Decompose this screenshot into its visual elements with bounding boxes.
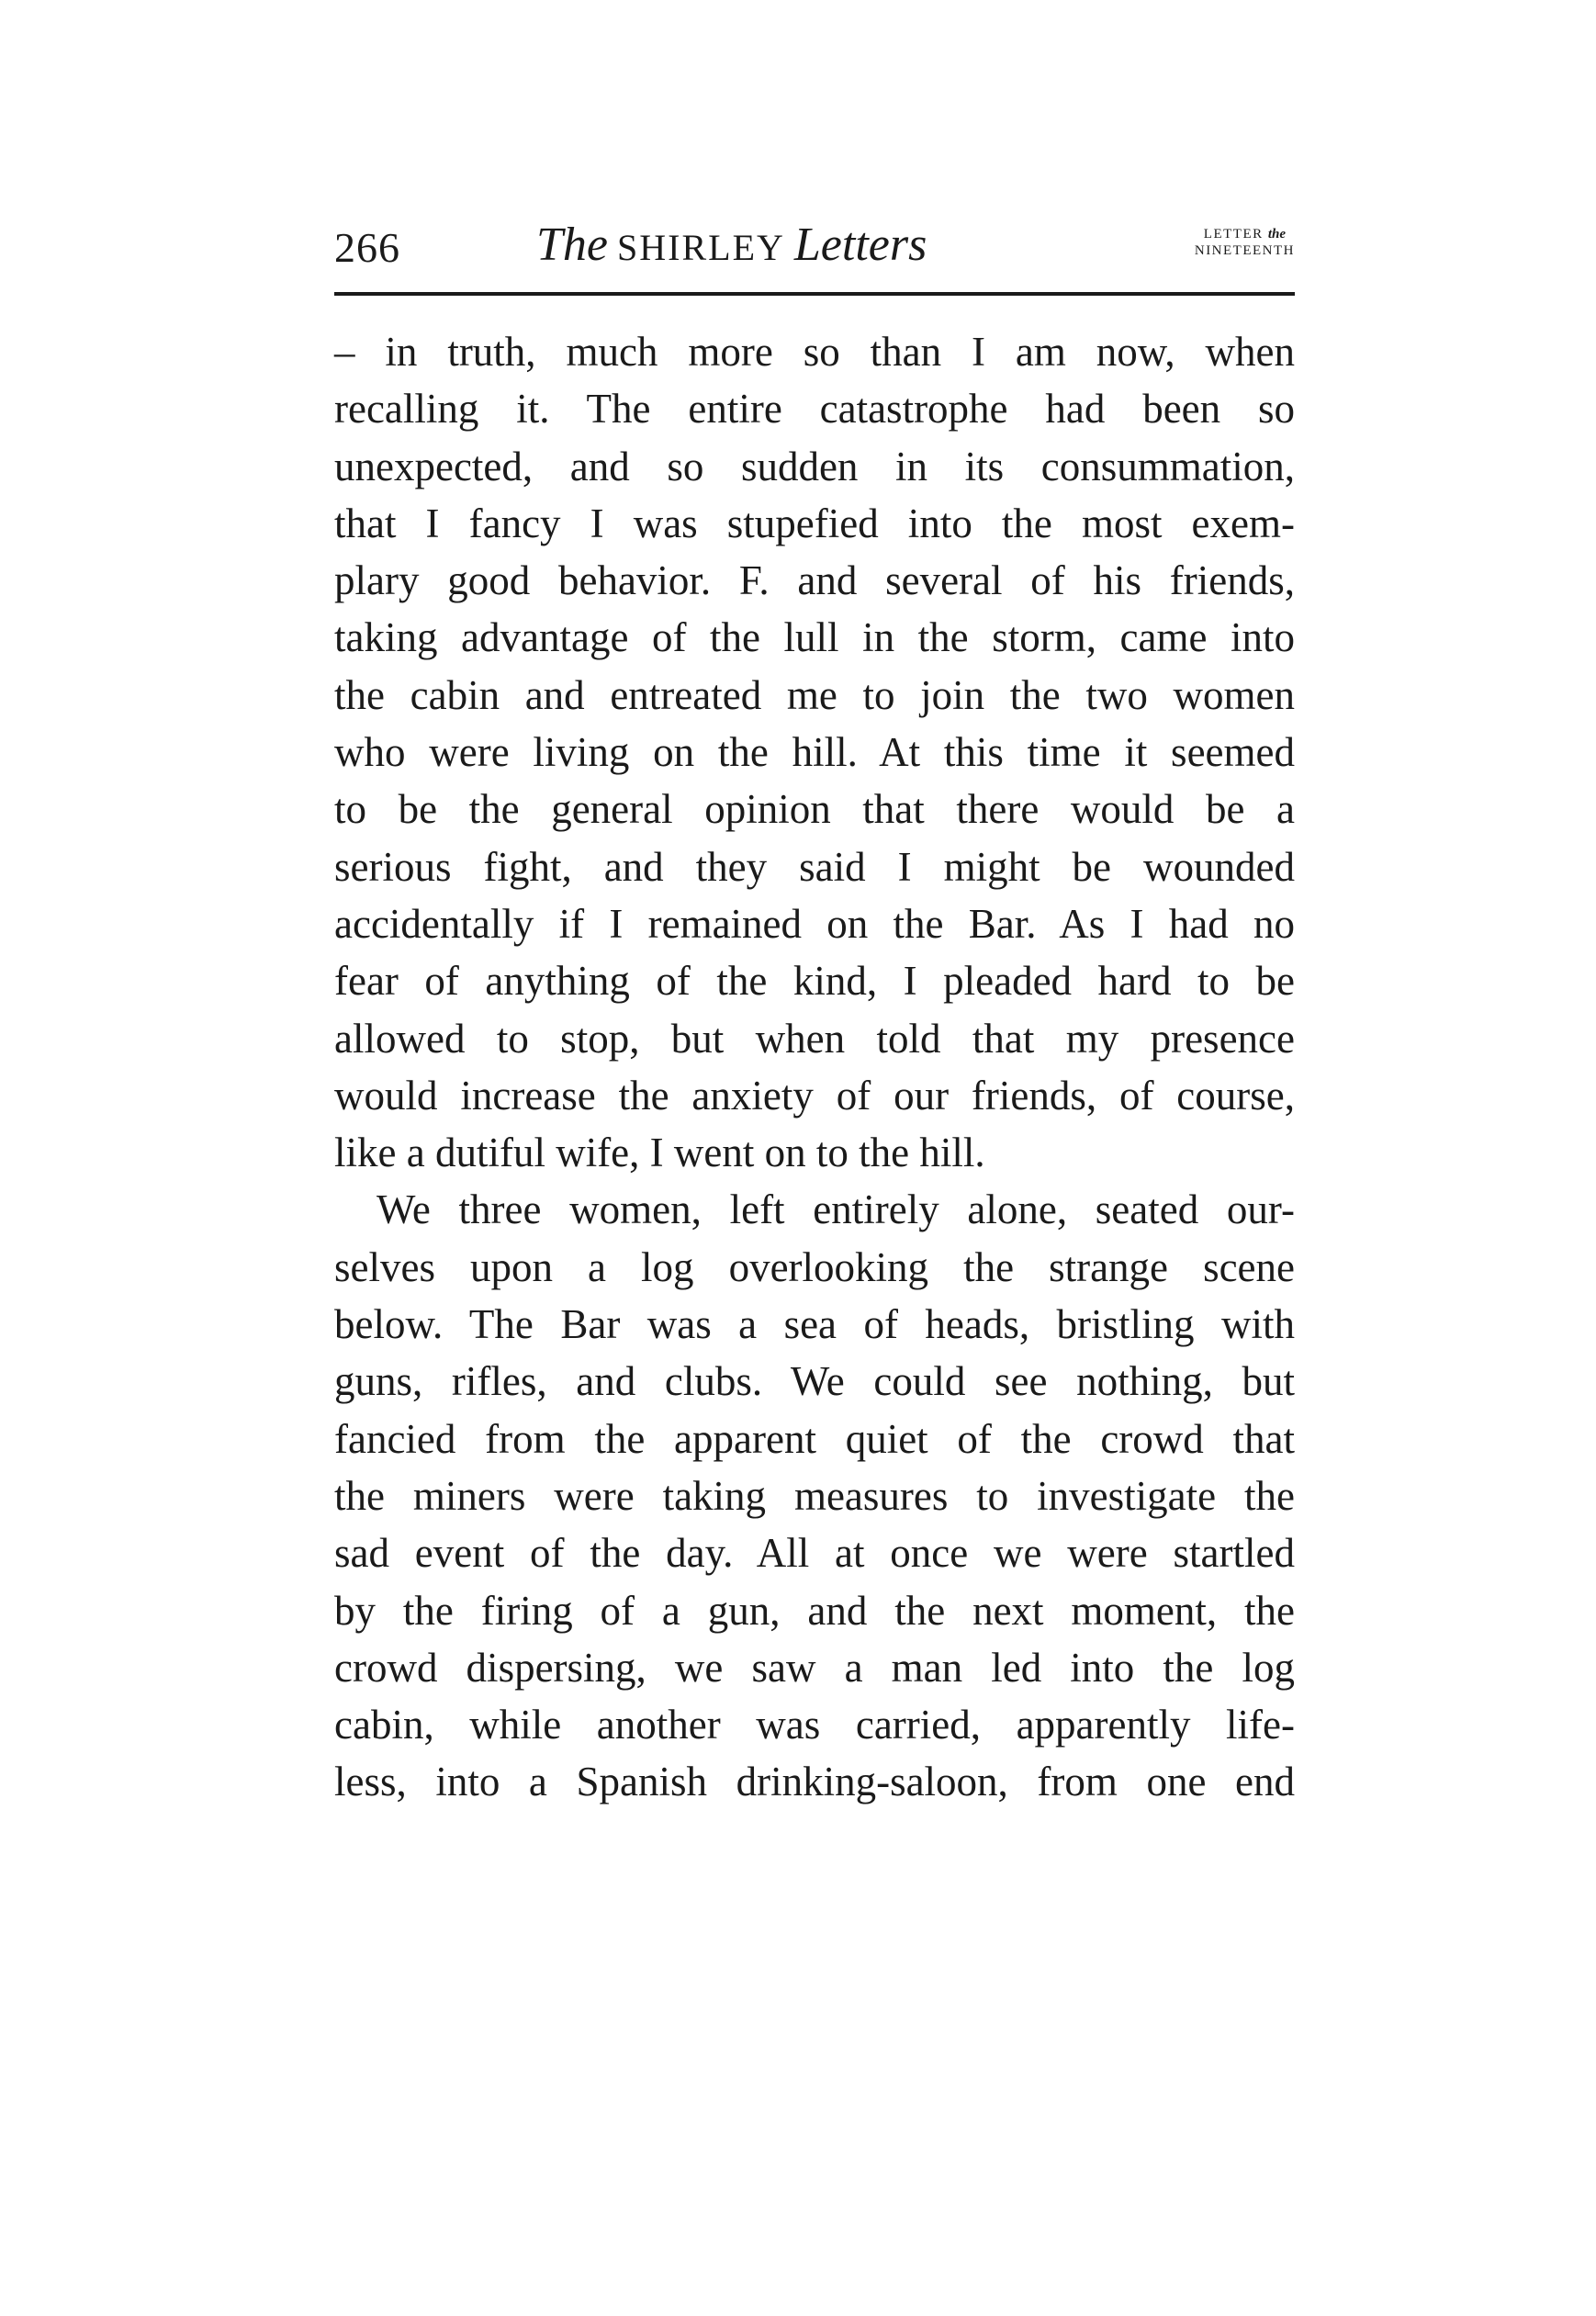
text-line: the cabin and entreated me to join the two women [334,671,1295,718]
text-line: allowed to stop, but when told that my presence [334,1015,1295,1062]
book-title-the: The [536,219,608,271]
text-line: below. The Bar was a sea of heads, bristling with [334,1301,1295,1348]
chapter-mark-the: the [1267,227,1287,242]
text-line: guns, rifles, and clubs. We could see nothing, but [334,1358,1295,1405]
header-rule [334,292,1295,296]
text-line: fancied from the apparent quiet of the crowd that [334,1415,1295,1462]
text-line: cabin, while another was carried, apparently life- [334,1702,1295,1748]
text-line: less, into a Spanish drinking-saloon, from one end [334,1759,1295,1805]
text-line: sad event of the day. All at once we were startled [334,1530,1295,1577]
text-line: accidentally if I remained on the Bar. As I had no [334,900,1295,947]
chapter-mark-line1 [1195,226,1295,242]
text-line: fear of anything of the kind, I pleaded hard to be [334,958,1295,1005]
text-line: We three women, left entirely alone, seated our- [377,1186,1295,1233]
running-head [334,211,1295,285]
text-line: serious fight, and they said I might be wounded [334,843,1295,890]
text-line: that I fancy I was stupefied into the most exem- [334,500,1295,546]
text-line: unexpected, and so sudden in its consummation, [334,443,1295,489]
paragraph-2 [334,1181,1295,1810]
book-title-letters: Letters [793,219,927,271]
text-line: by the firing of a gun, and the next moment, the [334,1587,1295,1634]
chapter-mark [1195,226,1295,259]
text-line: recalling it. The entire catastrophe had been so [334,386,1295,433]
text-line: selves upon a log overlooking the strange scene [334,1243,1295,1290]
text-line: – in truth, much more so than I am now, when [334,329,1295,375]
book-title-shirley: SHIRLEY [617,227,785,268]
text-line: taking advantage of the lull in the storm, came into [334,614,1295,661]
text-line: crowd dispersing, we saw a man led into the log [334,1644,1295,1691]
text-line: to be the general opinion that there would be a [334,786,1295,833]
text-line: who were living on the hill. At this time it seemed [334,729,1295,776]
book-title [536,215,927,278]
text-line: the miners were taking measures to investigate the [334,1472,1295,1519]
text-line: would increase the anxiety of our friends, of course, [334,1072,1295,1119]
body-text [334,323,1295,1811]
text-line: like a dutiful wife, I went on to the hill. [334,1130,985,1176]
paragraph-1 [334,323,1295,1181]
chapter-mark-letter: LETTER [1203,227,1264,242]
chapter-mark-line2: NINETEENTH [1194,243,1295,258]
page-number: 266 [334,224,400,271]
text-line: plary good behavior. F. and several of his friends, [334,557,1295,604]
